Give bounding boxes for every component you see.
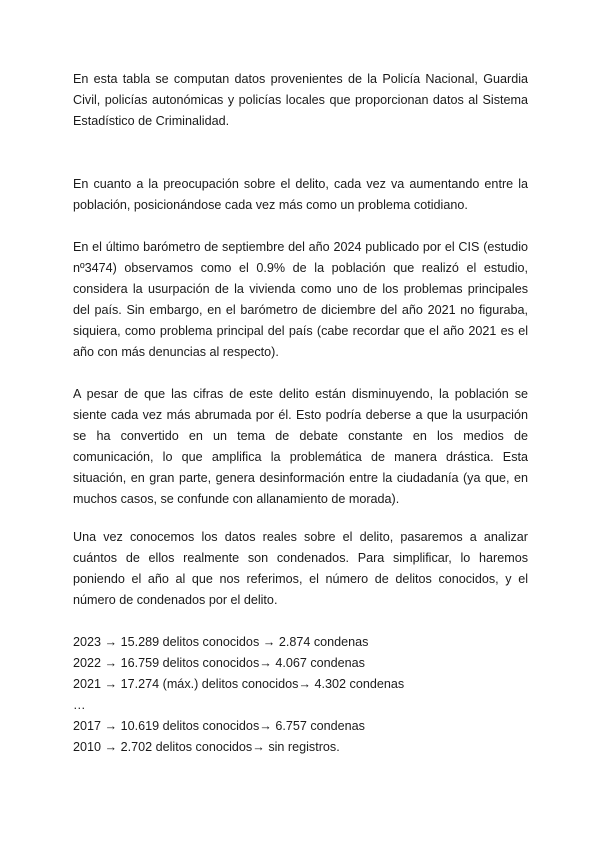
paragraph-convictions-intro: Una vez conocemos los datos reales sobre el delito, pasaremos a analizar cuántos de ellos realmente son condenados. Para simplificar, lo haremos poniendo el año al que nos referimos, el número de delitos conocidos, y el número de condenados por el delito. [73, 530, 528, 607]
paragraph-cis-barometer: En el último barómetro de septiembre del año 2024 publicado por el CIS (estudio nº3474) observamos como el 0.9% de la población que realizó el estudio, considera la usurpación de la vivienda como uno de los problemas principales del país. Sin embargo, en el barómetro de diciembre del año 2021 no figuraba, siquiera, como problema principal del país (cabe recordar que el año 2021 es el año con más denuncias al respecto). [73, 240, 528, 359]
paragraph-perception: A pesar de que las cifras de este delito están disminuyendo, la población se siente cada vez más abrumada por él. Esto podría deberse a que la usurpación se ha convertido en un tema de debate constante en los medios de comunicación, lo que amplifica la problemática de manera drástica. Esta situación, en gran parte, genera desinformación entre la ciudadanía (ya que, en muchos casos, se confunde con allanamiento de morada). [73, 387, 528, 506]
list-item-2010: 2010 → 2.702 delitos conocidos→ sin registros. [73, 740, 340, 754]
convictions-list [73, 632, 528, 758]
list-item-2022: 2022 → 16.759 delitos conocidos→ 4.067 condenas [73, 656, 365, 670]
paragraph-concern: En cuanto a la preocupación sobre el delito, cada vez va aumentando entre la población, posicionándose cada vez más como un problema cotidiano. [73, 177, 528, 212]
list-item-2023: 2023 → 15.289 delitos conocidos → 2.874 condenas [73, 635, 369, 649]
list-item-ellipsis: … [73, 698, 86, 712]
paragraph-data-sources: En esta tabla se computan datos provenientes de la Policía Nacional, Guardia Civil, policías autonómicas y policías locales que proporcionan datos al Sistema Estadístico de Criminalidad. [73, 72, 528, 128]
list-item-2021: 2021 → 17.274 (máx.) delitos conocidos→ 4.302 condenas [73, 677, 405, 691]
list-item-2017: 2017 → 10.619 delitos conocidos→ 6.757 condenas [73, 719, 365, 733]
